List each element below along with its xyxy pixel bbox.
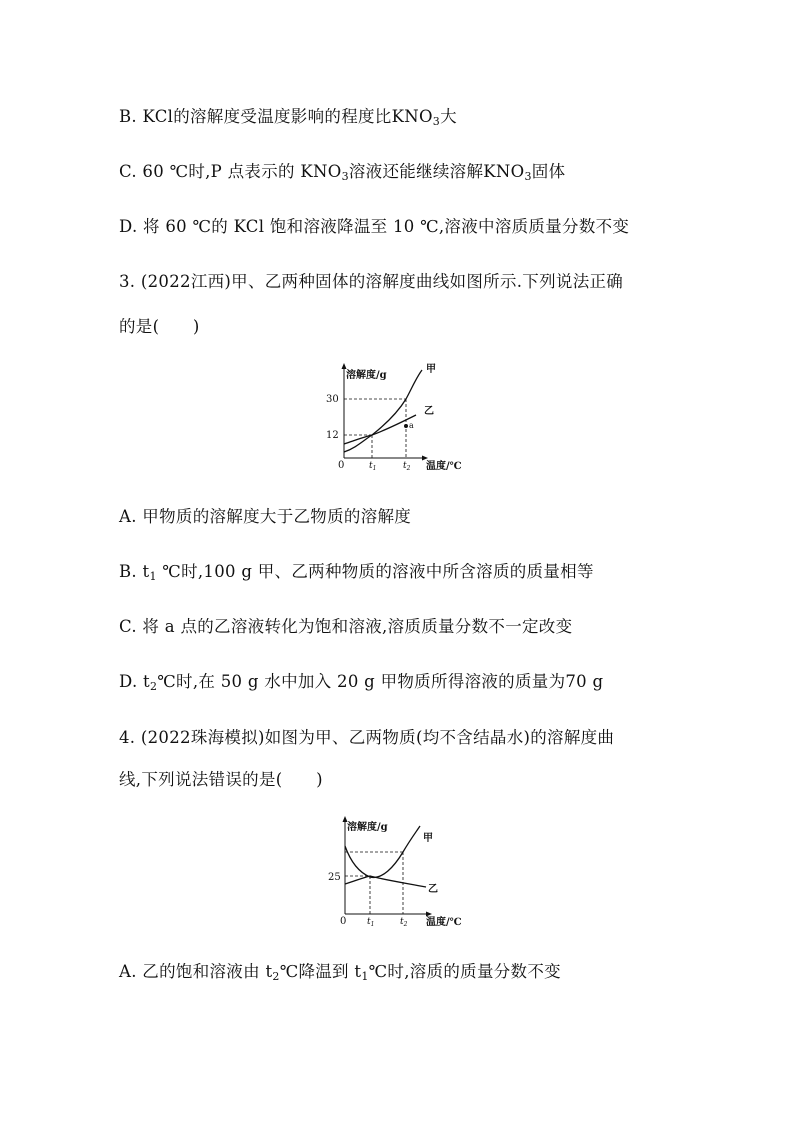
q3-stem-line1: 3. (2022江西)甲、乙两种固体的溶解度曲线如图所示.下列说法正确: [119, 272, 624, 291]
ytick-25: 25: [328, 872, 341, 883]
q2-option-b-text: B. KCl的溶解度受温度影响的程度比KNO: [119, 107, 433, 126]
xtick-t1: $t_1$: [367, 917, 375, 928]
origin-label: 0: [338, 460, 345, 471]
q3-stem-line2: 的是( ): [119, 317, 200, 336]
xtick-t1: $t_1$: [369, 461, 377, 472]
q3-option-b-text: B. t: [119, 562, 150, 581]
x-axis-arrow: [426, 912, 432, 917]
q3-option-c: C. 将 a 点的乙溶液转化为饱和溶液,溶质质量分数不一定改变: [119, 617, 573, 636]
curve-jia-label: 甲: [423, 833, 433, 844]
point-a-label: a: [409, 421, 414, 430]
q4-option-a-text: A. 乙的饱和溶液由 t: [119, 962, 273, 981]
q2-option-c-text-end: 固体: [531, 162, 566, 181]
subscript: 3: [341, 170, 349, 183]
x-axis-label: 温度/℃: [426, 461, 462, 472]
subscript: 3: [432, 115, 441, 128]
q2-option-b: [119, 106, 457, 128]
y-axis-label: 溶解度/g: [347, 822, 388, 833]
q2-option-c: [119, 161, 565, 183]
subscript: 1: [149, 570, 157, 583]
q3-solubility-chart: [326, 360, 476, 478]
q2-option-c-text-mid: 溶液还能继续溶解KNO: [348, 162, 525, 181]
q3-option-b: [119, 561, 594, 583]
q4-solubility-chart: [328, 812, 480, 932]
subscript: 3: [524, 170, 532, 183]
q2-option-b-text-end: 大: [440, 107, 457, 126]
point-a: [404, 424, 408, 428]
subscript: 1: [361, 970, 369, 983]
origin-label: 0: [340, 916, 347, 927]
q4-option-a: [119, 961, 561, 983]
x-axis-arrow: [422, 456, 428, 461]
q3-option-d: [119, 671, 603, 693]
q4-stem-line1: 4. (2022珠海模拟)如图为甲、乙两物质(均不含结晶水)的溶解度曲: [119, 728, 615, 747]
q3-option-d-text: D. t: [119, 672, 150, 691]
q4-option-a-text-mid: ℃降温到 t: [279, 962, 362, 981]
subscript: 2: [149, 680, 158, 693]
xtick-t2: $t_2$: [403, 461, 411, 472]
q3-option-a: A. 甲物质的溶解度大于乙物质的溶解度: [119, 507, 412, 526]
q2-option-d: D. 将 60 ℃的 KCl 饱和溶液降温至 10 ℃,溶液中溶质质量分数不变: [119, 217, 630, 236]
ytick-12: 12: [326, 430, 339, 441]
x-axis-label: 温度/℃: [426, 917, 462, 928]
q4-option-a-text-end: ℃时,溶质的质量分数不变: [368, 962, 561, 981]
curve-yi: [345, 876, 426, 887]
q3-option-b-text-end: ℃时,100 g 甲、乙两种物质的溶液中所含溶质的质量相等: [156, 562, 594, 581]
curve-yi-label: 乙: [424, 406, 434, 417]
q2-option-c-text: C. 60 ℃时,P 点表示的 KNO: [119, 162, 342, 181]
y-axis-arrow: [342, 363, 347, 369]
y-axis-label: 溶解度/g: [346, 370, 387, 381]
ytick-30: 30: [326, 394, 339, 405]
curve-yi-label: 乙: [428, 884, 438, 895]
q4-stem-line2: 线,下列说法错误的是( ): [119, 770, 323, 789]
q3-option-d-text-end: ℃时,在 50 g 水中加入 20 g 甲物质所得溶液的质量为70 g: [157, 672, 604, 691]
curve-jia-label: 甲: [426, 364, 436, 375]
curve-yi: [344, 415, 416, 444]
xtick-t2: $t_2$: [400, 917, 408, 928]
subscript: 2: [272, 970, 280, 983]
